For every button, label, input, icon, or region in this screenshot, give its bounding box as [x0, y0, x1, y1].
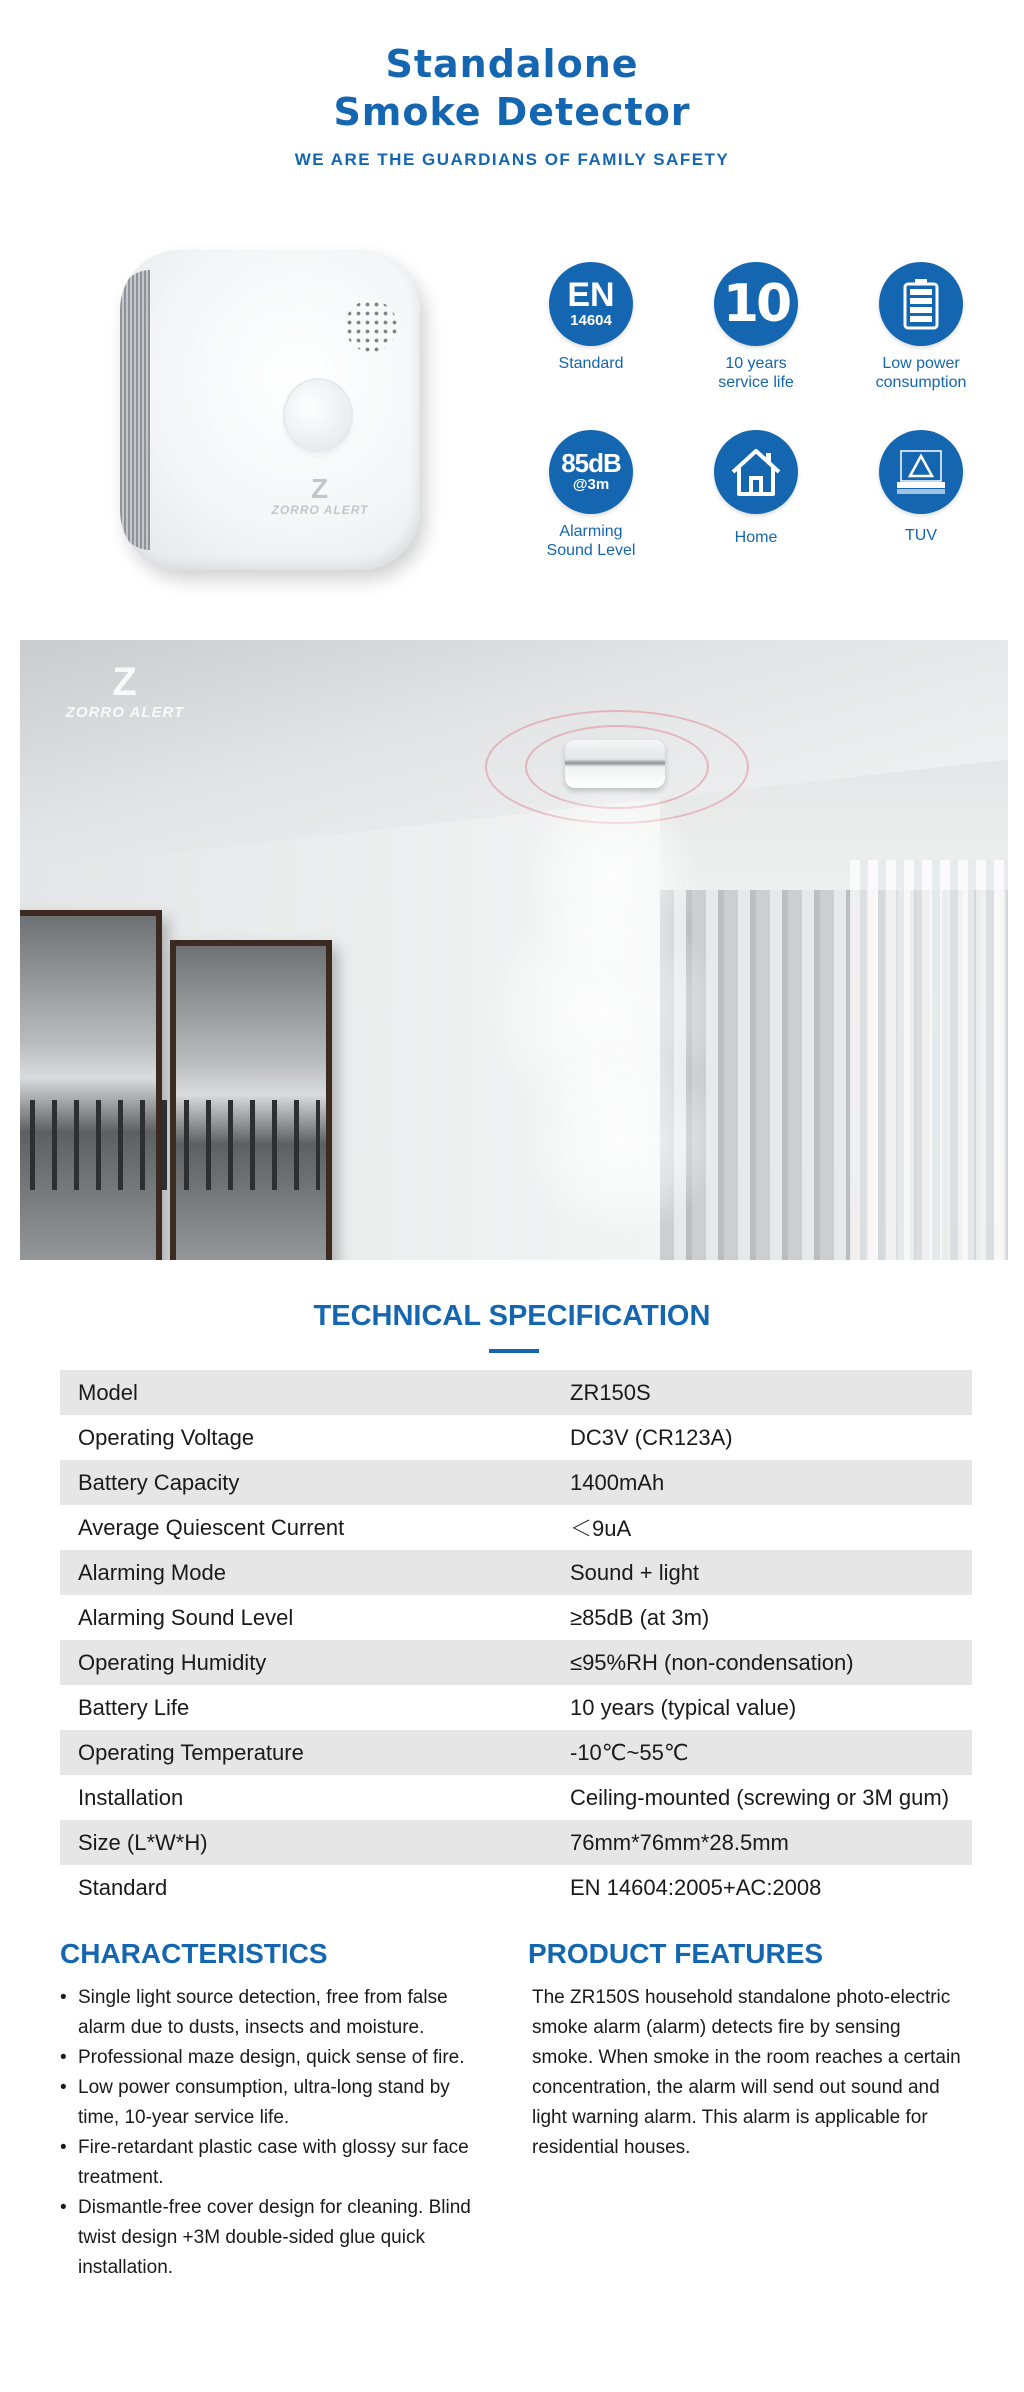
- feature-label: TUV: [905, 527, 937, 544]
- spec-value: EN 14604:2005+AC:2008: [570, 1874, 822, 1900]
- bullet-icon: •: [60, 2137, 67, 2158]
- spec-value: DC3V (CR123A): [570, 1424, 733, 1450]
- spec-value: ≤95%RH (non-condensation): [570, 1640, 972, 1685]
- feature-home: [686, 430, 826, 547]
- room-scene-image: [20, 640, 1008, 1260]
- characteristics-list: [60, 1983, 480, 2283]
- spec-row: [60, 1865, 972, 1910]
- smoke-plume: [520, 1040, 720, 1240]
- list-item: [60, 2133, 480, 2193]
- page-title-line2: Smoke Detector: [333, 90, 691, 134]
- en-badge-icon: [549, 262, 633, 346]
- spec-row: [60, 1415, 972, 1460]
- characteristics-title: CHARACTERISTICS: [60, 1938, 328, 1969]
- logo-text: ZORRO ALERT: [271, 503, 369, 517]
- header: [0, 40, 1024, 170]
- en-badge-top: EN: [567, 276, 615, 314]
- spec-row: [60, 1640, 972, 1685]
- spec-label: Operating Voltage: [78, 1424, 255, 1450]
- tuv-icon: [879, 430, 963, 514]
- spec-label: Model: [60, 1370, 570, 1415]
- feature-label: Alarming Sound Level: [546, 523, 636, 559]
- home-icon: [714, 430, 798, 514]
- spec-value: 76mm*76mm*28.5mm: [570, 1820, 972, 1865]
- db-badge-top: 85dB: [561, 448, 621, 478]
- db-badge-icon: [549, 430, 633, 514]
- ten-years-icon: [714, 262, 798, 346]
- spec-row: [60, 1505, 972, 1550]
- test-button: [285, 380, 351, 450]
- tuv-triangle-svg: [895, 449, 947, 495]
- spec-row: [60, 1460, 972, 1505]
- spec-title-underline: [489, 1349, 539, 1353]
- list-item: [60, 2043, 480, 2073]
- spec-value: ≥85dB (at 3m): [570, 1604, 710, 1630]
- list-item-text: Fire-retardant plastic case with glossy sur face treatment.: [78, 2137, 469, 2188]
- page-title-line1: Standalone: [385, 42, 639, 86]
- en-badge-bottom: 14604: [570, 312, 612, 329]
- ten-years-number: 10: [722, 274, 790, 334]
- list-item: [60, 1983, 480, 2043]
- bullet-icon: •: [60, 2047, 67, 2068]
- list-item-text: Single light source detection, free from false alarm due to dusts, insects and moisture.: [78, 1987, 448, 2038]
- spec-label: Operating Humidity: [60, 1640, 570, 1685]
- brand-watermark: [50, 660, 200, 721]
- spec-row: [60, 1550, 972, 1595]
- list-item: [60, 2193, 480, 2283]
- spec-title: TECHNICAL SPECIFICATION: [313, 1300, 711, 1332]
- brand-text: ZORRO ALERT: [65, 704, 185, 721]
- spec-value: Ceiling-mounted (screwing or 3M gum): [570, 1784, 950, 1810]
- feature-label: Standard: [558, 355, 624, 372]
- product-image: [110, 245, 430, 575]
- list-item-text: Dismantle-free cover design for cleaning. Blind twist design +3M double-sided glue quick installation.: [78, 2197, 471, 2278]
- spec-label: Battery Life: [78, 1694, 190, 1720]
- battery-icon: [879, 262, 963, 346]
- smoke-detector-device: [120, 250, 420, 570]
- spec-value: ZR150S: [570, 1370, 972, 1415]
- feature-label: 10 years service life: [718, 355, 794, 391]
- spec-label: Operating Temperature: [60, 1730, 570, 1775]
- spec-label: Battery Capacity: [60, 1460, 570, 1505]
- spec-value: 1400mAh: [570, 1460, 972, 1505]
- spec-label: Alarming Mode: [60, 1550, 570, 1595]
- product-features-title: PRODUCT FEATURES: [528, 1938, 824, 1969]
- spec-value: Sound + light: [570, 1550, 972, 1595]
- battery-svg: [900, 278, 942, 330]
- spec-row: [60, 1730, 972, 1775]
- list-item: [60, 2073, 480, 2133]
- bullet-icon: •: [60, 2077, 67, 2098]
- spec-value: -10℃~55℃: [570, 1730, 972, 1775]
- speaker-holes: [345, 300, 397, 352]
- page-subtitle: WE ARE THE GUARDIANS OF FAMILY SAFETY: [294, 150, 730, 169]
- feature-standard: [521, 262, 661, 373]
- picture-frame: [20, 910, 162, 1260]
- bullet-icon: •: [60, 2197, 67, 2218]
- pier-artwork: [30, 1100, 320, 1190]
- spec-row: [60, 1595, 972, 1640]
- spec-row: [60, 1685, 972, 1730]
- home-svg: [729, 446, 783, 498]
- spec-label: Size (L*W*H): [60, 1820, 570, 1865]
- logo-mark: Z: [310, 473, 330, 504]
- list-item-text: Low power consumption, ultra-long stand by time, 10-year service life.: [78, 2077, 450, 2128]
- db-badge-bottom: @3m: [572, 476, 610, 493]
- list-item-text: Professional maze design, quick sense of fire.: [78, 2047, 465, 2068]
- spec-label: Standard: [78, 1874, 168, 1900]
- feature-sound-level: [521, 430, 661, 560]
- spec-table: [60, 1370, 972, 1910]
- brand-mark: Z: [112, 660, 138, 704]
- feature-label: Low power consumption: [875, 355, 967, 391]
- feature-low-power: [851, 262, 991, 392]
- spec-label: Average Quiescent Current: [78, 1514, 345, 1540]
- sheer-curtain: [850, 860, 1008, 1260]
- spec-label: Installation: [78, 1784, 184, 1810]
- device-logo: [265, 475, 375, 517]
- spec-row: [60, 1370, 972, 1415]
- bullet-icon: •: [60, 1987, 67, 2008]
- feature-tuv: [851, 430, 991, 545]
- spec-row: [60, 1820, 972, 1865]
- spec-row: [60, 1775, 972, 1820]
- spec-value: ＜9uA: [570, 1516, 632, 1541]
- feature-service-life: [686, 262, 826, 392]
- spec-label: Alarming Sound Level: [78, 1604, 294, 1630]
- side-grille: [120, 270, 150, 550]
- feature-label: Home: [734, 529, 778, 546]
- product-features-text: The ZR150S household standalone photo-electric smoke alarm (alarm) detects fire by sensing smoke. When smoke in the room reaches a certain concentration, the alarm will send out sound and light warning alarm. This alarm is applicable for residential houses.: [532, 1987, 961, 2158]
- spec-value: 10 years (typical value): [570, 1694, 797, 1720]
